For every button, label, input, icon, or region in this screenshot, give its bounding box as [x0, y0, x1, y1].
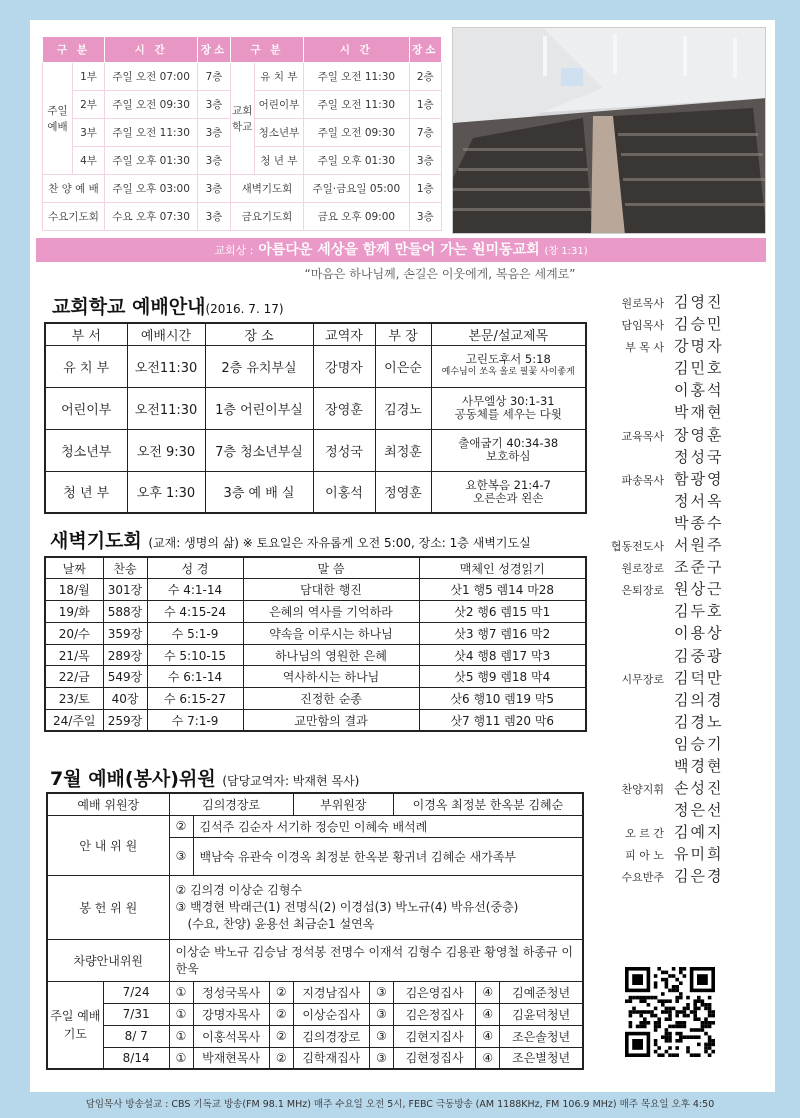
sermon	[431, 429, 586, 471]
staff-name: 손성진	[674, 779, 724, 798]
dawn-header: 말 씀	[243, 557, 419, 579]
staff-row	[598, 445, 768, 467]
service-section-title	[50, 764, 359, 791]
dawn-note: (교재: 생명의 삶) ※ 토요일은 자유롭게 오전 5:00, 장소: 1층 새벽기도실	[148, 536, 531, 550]
table-row	[45, 601, 586, 623]
dawn-cell: 수 4:15-24	[147, 601, 243, 623]
schedule-label: 유 치 부	[254, 63, 303, 91]
mark: ④	[476, 981, 500, 1003]
table-row	[45, 387, 586, 429]
vice-label: 부위원장	[293, 793, 393, 815]
mark: ②	[269, 1003, 293, 1025]
dawn-cell: 수 4:1-14	[147, 579, 243, 601]
table-row	[45, 345, 586, 387]
dawn-cell: 삿3 행7 렘16 막2	[419, 622, 586, 644]
sermon-text: 고린도후서 5:18	[465, 352, 551, 366]
staff-row	[598, 577, 768, 599]
dawn-cell: 20/수	[45, 622, 103, 644]
staff-row	[598, 621, 768, 643]
table-row	[45, 710, 586, 732]
schedule-place: 3층	[409, 203, 441, 231]
pastor: 강명자	[313, 345, 375, 387]
sermon	[431, 471, 586, 513]
time: 오후 1:30	[127, 471, 205, 513]
staff-name: 박재현	[674, 403, 724, 422]
staff-name: 정은선	[674, 801, 724, 820]
sermon-title: 오른손과 왼손	[473, 490, 544, 505]
dawn-cell: 삿1 행5 렘14 마28	[419, 579, 586, 601]
schedule-place: 3층	[198, 147, 230, 175]
schedule-time: 주일·금요일 05:00	[304, 175, 409, 203]
staff-row	[598, 511, 768, 533]
sermon-text: 요한복음 21:4-7	[465, 477, 551, 492]
mark: ②	[269, 981, 293, 1003]
prayer-person: 김학재집사	[293, 1047, 369, 1069]
dept: 어린이부	[45, 387, 127, 429]
staff-name: 김민호	[674, 359, 724, 378]
dawn-cell: 삿4 행8 렘17 막3	[419, 644, 586, 666]
schedule-label: 4부	[73, 147, 105, 175]
staff-name: 박종수	[674, 513, 724, 532]
guide-names: 김석주 김순자 서기하 정승민 이혜숙 배석례	[193, 815, 583, 837]
school-header: 본문/설교제목	[431, 323, 586, 345]
staff-row	[598, 290, 768, 312]
schedule-place: 1층	[409, 91, 441, 119]
vice-names: 이경옥 최정분 한옥분 김혜순	[393, 793, 583, 815]
schedule-time: 주일 오후 01:30	[105, 147, 198, 175]
mark: ①	[169, 1025, 193, 1047]
schedule-label: 어린이부	[254, 91, 303, 119]
dawn-cell: 289장	[103, 644, 147, 666]
staff-role: 담임목사	[621, 319, 664, 333]
table-row	[45, 666, 586, 688]
staff-role: 원로장로	[621, 562, 664, 576]
schedule-label: 청소년부	[254, 119, 303, 147]
school-header: 교역자	[313, 323, 375, 345]
offering-label: 봉 헌 위 원	[47, 875, 169, 939]
schedule-place: 3층	[198, 91, 230, 119]
dawn-title: 새벽기도회	[50, 530, 142, 552]
dawn-cell: 18/월	[45, 579, 103, 601]
pastor: 장영훈	[313, 387, 375, 429]
church-slogan: “마음은 하나님께, 손길은 이웃에게, 복음은 세계로”	[304, 267, 576, 281]
sermon-title: 예수님이 쏘옥 올로 필꽃 사이좋게	[441, 367, 575, 377]
dawn-cell: 301장	[103, 579, 147, 601]
mark: ②	[269, 1047, 293, 1069]
schedule-label: 찬 양 예 배	[43, 175, 105, 203]
mark: ①	[169, 1003, 193, 1025]
mark: ③	[369, 1003, 393, 1025]
schedule-place: 3층	[198, 119, 230, 147]
staff-name: 유미희	[674, 845, 724, 864]
staff-row	[598, 842, 768, 864]
staff-name: 정서옥	[674, 491, 724, 510]
car-label: 차량안내위원	[47, 939, 169, 981]
schedule-time: 금요 오후 09:00	[304, 203, 409, 231]
staff-name: 김덕만	[674, 668, 724, 687]
prayer-label: 주일 예배 기도	[47, 981, 103, 1069]
table-row	[45, 688, 586, 710]
staff-name: 이용상	[674, 624, 724, 643]
dept: 청 년 부	[45, 471, 127, 513]
dawn-cell: 수 6:15-27	[147, 688, 243, 710]
staff-row	[598, 423, 768, 445]
dawn-cell: 23/토	[45, 688, 103, 710]
staff-row	[598, 489, 768, 511]
staff-row	[598, 666, 768, 688]
staff-row	[598, 334, 768, 356]
mark: ③	[369, 1025, 393, 1047]
staff-row	[598, 599, 768, 621]
qr-code	[625, 967, 715, 1057]
dawn-header: 날짜	[45, 557, 103, 579]
staff-name: 백경현	[674, 756, 724, 775]
mark: ④	[476, 1047, 500, 1069]
church-motto-banner	[36, 238, 766, 262]
staff-row	[598, 732, 768, 754]
time: 오전11:30	[127, 345, 205, 387]
prayer-person: 김현지집사	[393, 1025, 475, 1047]
dawn-cell: 진정한 순종	[243, 688, 419, 710]
dawn-cell: 24/주일	[45, 710, 103, 732]
sanctuary-photo	[452, 27, 766, 234]
schedule-place: 7층	[198, 63, 230, 91]
staff-name: 함광영	[674, 469, 724, 488]
schedule-header: 장소	[409, 37, 441, 63]
schedule-label: 수요기도회	[43, 203, 105, 231]
head: 최정훈	[375, 429, 431, 471]
table-row	[45, 429, 586, 471]
schedule-header: 구 분	[230, 37, 303, 63]
dawn-cell: 259장	[103, 710, 147, 732]
staff-name: 김의경	[674, 690, 724, 709]
offering-line: ② 김의경 이상순 김형수	[175, 882, 303, 897]
staff-role: 협동전도사	[610, 540, 664, 554]
mark: ①	[169, 1047, 193, 1069]
prayer-person: 김현정집사	[393, 1047, 475, 1069]
dawn-cell: 22/금	[45, 666, 103, 688]
prayer-person: 강명자목사	[193, 1003, 269, 1025]
table-row	[45, 622, 586, 644]
schedule-time: 수요 오후 07:30	[105, 203, 198, 231]
schedule-time: 주일 오후 03:00	[105, 175, 198, 203]
dawn-cell: 359장	[103, 622, 147, 644]
dawn-cell: 수 6:1-14	[147, 666, 243, 688]
guide-number: ③	[169, 837, 193, 875]
staff-row	[598, 400, 768, 422]
staff-name: 김예지	[674, 823, 724, 842]
schedule-time: 주일 오전 11:30	[304, 91, 409, 119]
dawn-cell: 은혜의 역사를 기억하라	[243, 601, 419, 623]
prayer-person: 김윤덕청년	[500, 1003, 583, 1025]
dawn-cell: 549장	[103, 666, 147, 688]
staff-row	[598, 467, 768, 489]
mark: ②	[269, 1025, 293, 1047]
pastor: 이홍석	[313, 471, 375, 513]
staff-name: 김승민	[674, 315, 724, 334]
staff-role: 부 목 사	[625, 341, 664, 355]
prayer-person: 김예준청년	[500, 981, 583, 1003]
place: 7층 청소년부실	[205, 429, 313, 471]
sermon	[431, 345, 586, 387]
schedule-label: 2부	[73, 91, 105, 119]
prayer-person: 김의경장로	[293, 1025, 369, 1047]
head: 이은순	[375, 345, 431, 387]
place: 1층 어린이부실	[205, 387, 313, 429]
guide-number: ②	[169, 815, 193, 837]
dawn-cell: 역사하시는 하나님	[243, 666, 419, 688]
schedule-place: 3층	[409, 147, 441, 175]
staff-name: 서원주	[674, 536, 724, 555]
sermon-title: 보호하심	[486, 449, 531, 463]
staff-name: 강명자	[674, 337, 724, 356]
motto-label: 교회상 :	[214, 244, 254, 257]
chair-name: 김의경장로	[169, 793, 293, 815]
prayer-date: 7/31	[103, 1003, 169, 1025]
schedule-place: 3층	[198, 175, 230, 203]
school-header: 장 소	[205, 323, 313, 345]
school-section-title	[52, 292, 284, 319]
staff-name: 원상근	[674, 580, 724, 599]
table-row	[45, 471, 586, 513]
service-title: 7월 예배(봉사)위원	[50, 768, 216, 790]
dawn-cell: 삿6 행10 렘19 막5	[419, 688, 586, 710]
mark: ③	[369, 1047, 393, 1069]
staff-row	[598, 555, 768, 577]
schedule-place: 2층	[409, 63, 441, 91]
staff-role: 오 르 간	[625, 827, 664, 841]
schedule-header: 장소	[198, 37, 230, 63]
table-row	[47, 981, 583, 1003]
guide-label: 안 내 위 원	[47, 815, 169, 875]
staff-name: 정성국	[674, 447, 724, 466]
prayer-person: 조은별청년	[500, 1047, 583, 1069]
staff-row	[598, 820, 768, 842]
schedule-label: 새벽기도회	[230, 175, 303, 203]
schedule-time: 주일 오후 01:30	[304, 147, 409, 175]
schedule-time: 주일 오전 11:30	[105, 119, 198, 147]
staff-list	[598, 290, 768, 887]
service-note: (담당교역자: 박재현 목사)	[222, 774, 360, 788]
staff-name: 장영훈	[674, 425, 724, 444]
mark: ③	[369, 981, 393, 1003]
prayer-date: 8/14	[103, 1047, 169, 1069]
dawn-cell: 40장	[103, 688, 147, 710]
head: 김경노	[375, 387, 431, 429]
dawn-header: 성 경	[147, 557, 243, 579]
place: 2층 유치부실	[205, 345, 313, 387]
table-row	[47, 1047, 583, 1069]
staff-role: 은퇴장로	[621, 584, 664, 598]
schedule-time: 주일 오전 11:30	[304, 63, 409, 91]
service-committee-table	[46, 792, 584, 1070]
schedule-label: 금요기도회	[230, 203, 303, 231]
staff-name: 이홍석	[674, 381, 724, 400]
prayer-person: 김은영집사	[393, 981, 475, 1003]
dawn-header: 맥체인 성경읽기	[419, 557, 586, 579]
staff-role: 피 아 노	[625, 849, 664, 863]
dawn-section-title	[50, 526, 531, 553]
broadcast-footer: 담임목사 방송설교 : CBS 기독교 방송(FM 98.1 MHz) 매주 수요일 오전 5시, FEBC 극동방송 (AM 1188KHz, FM 106.9 MHz) 매주 목요일 오후 4:50	[85, 1099, 715, 1110]
prayer-person: 이상순집사	[293, 1003, 369, 1025]
staff-name: 김은경	[674, 867, 724, 886]
offering-line: (수요, 찬양) 윤용선 최금순1 설연옥	[187, 916, 375, 931]
place: 3층 예 배 실	[205, 471, 313, 513]
schedule-place: 7층	[409, 119, 441, 147]
staff-name: 조준구	[674, 558, 724, 577]
school-header: 예배시간	[127, 323, 205, 345]
schedule-time: 주일 오전 09:30	[105, 91, 198, 119]
offering-line: ③ 백경현 박래근(1) 전명식(2) 이경섭(3) 박노규(4) 박유선(중층)	[175, 899, 519, 914]
school-date: (2016. 7. 17)	[205, 302, 284, 316]
schedule-time: 주일 오전 07:00	[105, 63, 198, 91]
dawn-cell: 19/화	[45, 601, 103, 623]
prayer-person: 정성국목사	[193, 981, 269, 1003]
head: 정영훈	[375, 471, 431, 513]
worship-schedule-table	[42, 36, 442, 231]
schedule-time: 주일 오전 09:30	[304, 119, 409, 147]
staff-role: 수요반주	[621, 871, 664, 885]
table-row	[47, 1025, 583, 1047]
offering-names	[169, 875, 583, 939]
dawn-cell: 588장	[103, 601, 147, 623]
dawn-cell: 21/목	[45, 644, 103, 666]
group-label: 주일 예배	[43, 63, 73, 175]
sermon-title: 공동체를 세우는 다윗	[454, 407, 562, 421]
chair-label: 예배 위원장	[47, 793, 169, 815]
schedule-place: 1층	[409, 175, 441, 203]
staff-role: 교육목사	[621, 429, 664, 443]
staff-name: 김중광	[674, 646, 724, 665]
staff-row	[598, 644, 768, 666]
staff-role: 찬양지휘	[621, 783, 664, 797]
time: 오전11:30	[127, 387, 205, 429]
dawn-cell: 담대한 행진	[243, 579, 419, 601]
school-title: 교회학교 예배안내	[52, 296, 206, 318]
dept: 유 치 부	[45, 345, 127, 387]
schedule-header: 구 분	[43, 37, 105, 63]
schedule-place: 3층	[198, 203, 230, 231]
pastor: 정성국	[313, 429, 375, 471]
schedule-label: 청 년 부	[254, 147, 303, 175]
prayer-person: 김은정집사	[393, 1003, 475, 1025]
staff-name: 임승기	[674, 734, 724, 753]
staff-row	[598, 688, 768, 710]
motto-text: 아름다운 세상을 함께 만들어 가는 원미동교회	[258, 242, 540, 258]
staff-role: 파송목사	[621, 473, 664, 487]
schedule-label: 3부	[73, 119, 105, 147]
sermon	[431, 387, 586, 429]
school-header: 부 서	[45, 323, 127, 345]
staff-row	[598, 864, 768, 886]
staff-name: 김영진	[674, 293, 724, 311]
dawn-cell: 수 5:10-15	[147, 644, 243, 666]
staff-name: 김경노	[674, 712, 724, 731]
dawn-cell: 삿5 행9 렘18 막4	[419, 666, 586, 688]
prayer-person: 이홍석목사	[193, 1025, 269, 1047]
staff-row	[598, 356, 768, 378]
staff-row	[598, 378, 768, 400]
dawn-cell: 교만함의 결과	[243, 710, 419, 732]
schedule-header: 시 간	[105, 37, 198, 63]
dawn-prayer-table	[44, 556, 587, 732]
prayer-person: 지경남집사	[293, 981, 369, 1003]
staff-row	[598, 754, 768, 776]
staff-row	[598, 312, 768, 334]
motto-reference: (창 1:31)	[544, 246, 588, 257]
staff-row	[598, 798, 768, 820]
sermon-text: 출애굽기 40:34-38	[458, 436, 559, 450]
table-row	[47, 1003, 583, 1025]
prayer-person: 박재현목사	[193, 1047, 269, 1069]
sermon-text: 사무엘상 30:1-31	[461, 394, 555, 408]
staff-row	[598, 533, 768, 555]
prayer-date: 8/ 7	[103, 1025, 169, 1047]
staff-role: 원로목사	[621, 297, 664, 310]
mark: ④	[476, 1003, 500, 1025]
staff-role: 시무장로	[621, 672, 664, 686]
table-row	[45, 579, 586, 601]
time: 오전 9:30	[127, 429, 205, 471]
mark: ①	[169, 981, 193, 1003]
prayer-person: 조은솔청년	[500, 1025, 583, 1047]
group-label: 교회 학교	[230, 63, 254, 175]
dawn-cell: 삿7 행11 렘20 막6	[419, 710, 586, 732]
prayer-date: 7/24	[103, 981, 169, 1003]
dawn-cell: 수 5:1-9	[147, 622, 243, 644]
table-row	[45, 644, 586, 666]
dept: 청소년부	[45, 429, 127, 471]
dawn-cell: 삿2 행6 렘15 막1	[419, 601, 586, 623]
guide-names: 백남숙 유관숙 이경옥 최정분 한옥분 황귀녀 김혜순 새가족부	[193, 837, 583, 875]
dawn-cell: 수 7:1-9	[147, 710, 243, 732]
school-header: 부 장	[375, 323, 431, 345]
dawn-cell: 약속을 이루시는 하나님	[243, 622, 419, 644]
car-names: 이상순 박노규 김승남 정석봉 전명수 이재석 김형수 김용관 황영철 하종규 이한욱	[169, 939, 583, 981]
staff-name: 김두호	[674, 602, 724, 621]
dawn-cell: 하나님의 영원한 은혜	[243, 644, 419, 666]
mark: ④	[476, 1025, 500, 1047]
school-table	[44, 322, 587, 514]
dawn-header: 찬송	[103, 557, 147, 579]
staff-row	[598, 776, 768, 798]
schedule-header: 시 간	[304, 37, 409, 63]
staff-row	[598, 710, 768, 732]
schedule-label: 1부	[73, 63, 105, 91]
